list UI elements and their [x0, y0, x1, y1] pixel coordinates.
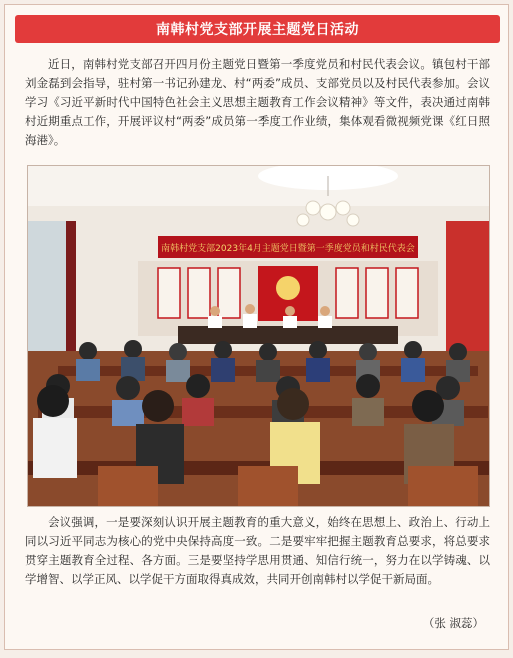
speaker-1 [208, 316, 222, 328]
meeting-photo [27, 165, 490, 507]
speaker-4 [318, 316, 332, 328]
party-emblem-icon [276, 276, 300, 300]
article-paragraph-2: 会议强调，一是要深刻认识开展主题教育的重大意义，始终在思想上、政治上、行动上同以习近平同志为核心的党中央保持高度一致。二是要牢牢把握主题教育总要求，将总要求贯穿主题教育全过程、各方面。三是要坚持学思用贯通、知信行统一，努力在以学铸魂、以学增智、以学正风、以学促干方面取得真成效，共同开创南韩村以学促干新局面。 [25, 515, 490, 586]
speaker-2 [243, 314, 257, 328]
poster-1 [158, 268, 180, 318]
article-page [4, 4, 509, 650]
article-paragraph-1: 近日，南韩村党支部召开四月份主题党日暨第一季度党员和村民代表会议。镇包村干部刘金磊到会指导，驻村第一书记孙建龙、村“两委”成员、支部党员以及村民代表参加。会议学习《习近平新时代中国特色社会主义思想主题教育工作会议精神》等文件，表决通过南韩村近期重点工作，开展评议村“两委”成员第一季度工作业绩，集体观看微视频党课《红日照海港》。 [25, 57, 490, 147]
article-title: 南韩村党支部开展主题党日活动 [15, 15, 500, 43]
poster-6 [396, 268, 418, 318]
attendees-back-row [76, 340, 470, 382]
left-window [28, 221, 66, 351]
speaker-3 [283, 316, 297, 328]
poster-3 [218, 268, 240, 318]
poster-4 [336, 268, 358, 318]
ceiling [28, 166, 489, 206]
left-curtain [66, 221, 76, 371]
poster-5 [366, 268, 388, 318]
poster-2 [188, 268, 210, 318]
meeting-banner-text: 南韩村党支部2023年4月主题党日暨第一季度党员和村民代表会 [161, 244, 415, 254]
meeting-photo-illustration [28, 166, 489, 506]
head-table [178, 326, 398, 344]
article-author: （张 淑蕊） [422, 616, 484, 630]
chairs [98, 466, 478, 506]
